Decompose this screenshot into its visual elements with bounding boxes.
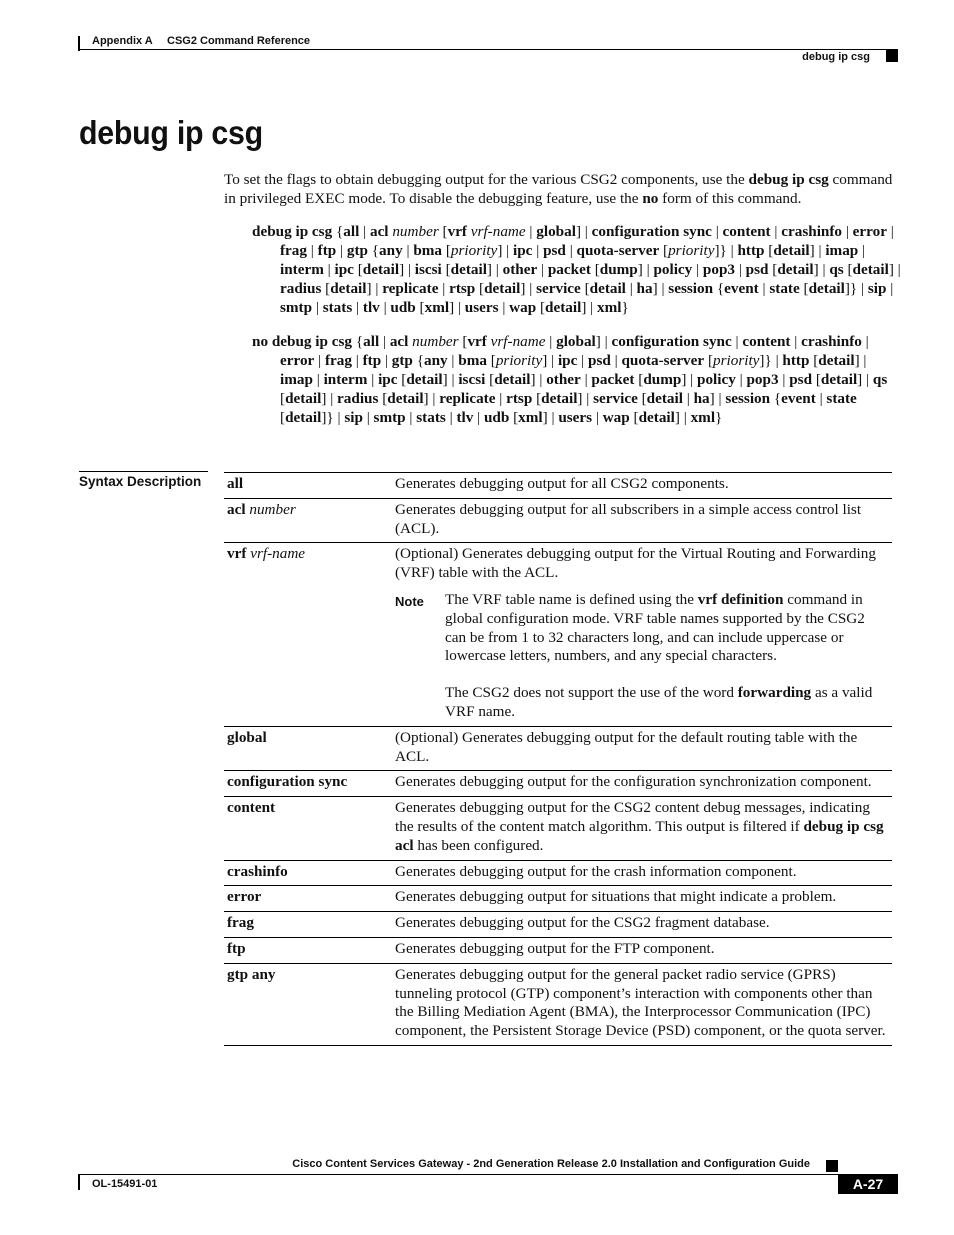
table-row: frag Generates debugging output for the CSG2 fragment database. (224, 912, 892, 938)
note-label: Note (395, 593, 424, 609)
header-section: CSG2 Command Reference (167, 35, 311, 47)
note-text: The VRF table name is defined using the vrf definition command in global configuration mode. VRF table names supported by the CSG2 can be from 1 to 32 characters long, and can include uppercase or lowercase letters, numbers, and any special characters. (445, 590, 865, 665)
table-row: error Generates debugging output for situations that might indicate a problem. (224, 886, 892, 912)
intro-paragraph: To set the flags to obtain debugging output for the various CSG2 components, use the debug ip csg command in privileged EXEC mode. To disable the debugging feature, use the no form of this command. (224, 171, 893, 207)
table-row: gtp any Generates debugging output for the general packet radio service (GPRS) tunneling protocol (GTP) component’s interaction with components other than the Billing Mediation Agent (BMA), the Interprocessor Communication (IPC) component, the Persistent Storage Device (PSD) component, or the quota server. (224, 963, 892, 1045)
header-running-title: debug ip csg (802, 51, 870, 63)
footer-marker (826, 1160, 838, 1172)
header-appendix: Appendix A (92, 35, 153, 47)
table-row: global (Optional) Generates debugging output for the default routing table with the ACL. (224, 726, 892, 771)
syntax-description-rule (79, 471, 208, 472)
table-row: all Generates debugging output for all CSG2 components. (224, 473, 892, 499)
table-row: acl number Generates debugging output for all subscribers in a simple access control list (ACL). (224, 498, 892, 543)
table-row: ftp Generates debugging output for the FTP component. (224, 937, 892, 963)
footer-rule (78, 1174, 898, 1175)
table-row: crashinfo Generates debugging output for the crash information component. (224, 860, 892, 886)
syntax-description-table (224, 472, 892, 1046)
header-rule (78, 49, 898, 50)
table-row: vrf vrf-name (Optional) Generates debugging output for the Virtual Routing and Forwarding (VRF) table with the ACL. Note The VRF table name is defined using the vrf definition command in global configuration mode. VRF table names supported by the CSG2 can be from 1 to 32 characters long, and can include uppercase or lowercase letters, numbers, and any special characters. The CSG2 does not support the use of the word forwarding as a valid VRF name. (224, 543, 892, 726)
footer-doc-number: OL-15491-01 (92, 1178, 158, 1190)
no-command-syntax: no debug ip csg {all | acl number [vrf vrf-name | global] | configuration sync | content | crashinfo | error | frag | ftp | gtp {any | bma [priority] | ipc | psd | quota-server [priority]} | http [detail] | imap | interm | ipc [detail] | iscsi [detail] | other | packet [dump] | policy | pop3 | psd [detail] | qs [detail] | radius [detail] | replicate | rtsp [detail] | service [detail | ha] | session {event | state [detail]} | sip | smtp | stats | tlv | udb [xml] | users | wap [detail] | xml} (252, 333, 888, 426)
table-row: content Generates debugging output for the CSG2 content debug messages, indicating the results of the content match algorithm. This output is filtered if debug ip csg acl has been configured. (224, 797, 892, 860)
footer-rule-vertical (78, 1174, 80, 1190)
page-number: A-27 (838, 1175, 898, 1194)
command-syntax: debug ip csg {all | acl number [vrf vrf-name | global] | configuration sync | content | crashinfo | error | frag | ftp | gtp {any | bma [priority] | ipc | psd | quota-server [priority]} | http [detail] | imap | interm | ipc [detail] | iscsi [detail] | other | packet [dump] | policy | pop3 | psd [detail] | qs [detail] | radius [detail] | replicate | rtsp [detail] | service [detail | ha] | session {event | state [detail]} | sip | smtp | stats | tlv | udb [xml] | users | wap [detail] | xml} (252, 223, 901, 316)
syntax-description-label: Syntax Description (79, 474, 202, 489)
note (395, 591, 886, 722)
note-text: The CSG2 does not support the use of the word forwarding as a valid VRF name. (445, 684, 873, 720)
table-row: configuration sync Generates debugging output for the configuration synchronization component. (224, 771, 892, 797)
header-marker (886, 50, 898, 62)
page-title: debug ip csg (79, 114, 263, 151)
footer-guide-title: Cisco Content Services Gateway - 2nd Generation Release 2.0 Installation and Configuration Guide (292, 1158, 810, 1170)
